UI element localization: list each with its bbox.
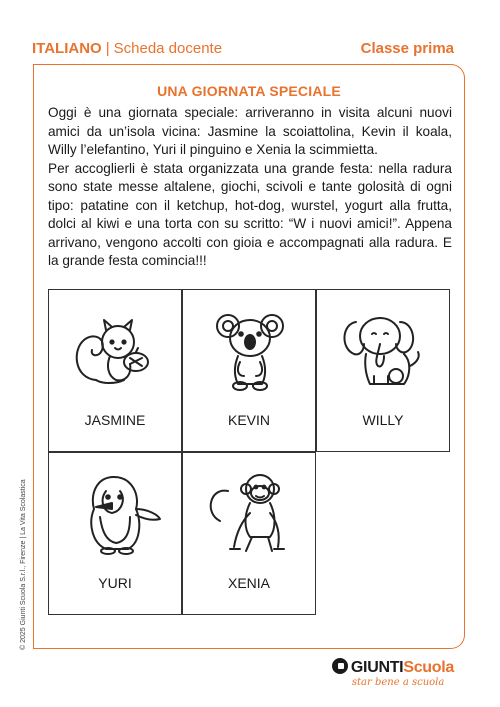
animal-name: KEVIN: [227, 412, 270, 428]
animal-card-xenia: [182, 452, 316, 615]
page-header: [32, 40, 454, 60]
animal-card-jasmine: [48, 289, 182, 452]
grade-label: Classe prima: [360, 40, 454, 57]
story-paragraph-2: Per accoglierli è stata organizzata una grande festa: nella radura sono state messe altalene, giochi, scivoli e tante golosità di ogni tipo: patatine con il ketchup, hot-dog, wurstel, yogurt alla frutta, dolci al kiwi e una torta con su scritto: “W i nuovi amici!”. Appena arrivano, vengono accolti con gioia e accompagnati alla radura. E la grande festa comincia!!!: [48, 160, 452, 268]
animal-name: XENIA: [227, 575, 270, 591]
animal-name: WILLY: [362, 412, 404, 428]
giunti-logo-icon: [332, 658, 348, 674]
story-paragraph-1: Oggi è una giornata speciale: arriveranno in visita alcuni nuovi amici da un’isola vicina: Jasmine la scoiattolina, Kevin il koala, Willy l’elefantino, Yuri il pinguino e Xenia la scimmietta.: [48, 105, 452, 157]
story-title: UNA GIORNATA SPECIALE: [157, 83, 341, 99]
animal-name: YURI: [98, 575, 132, 591]
koala-icon: [200, 300, 300, 400]
copyright-note: © 2025 Giunti Scuola S.r.l., Firenze | La Vita Scolastica: [20, 479, 27, 650]
penguin-icon: [66, 463, 166, 563]
logo-tagline: star bene a scuola: [351, 677, 445, 688]
animal-name: JASMINE: [84, 412, 146, 428]
animal-card-kevin: [182, 289, 316, 452]
monkey-icon: [200, 463, 300, 563]
subject-label: ITALIANO | Scheda docente: [32, 40, 223, 57]
squirrel-icon: [66, 300, 166, 400]
animal-card-willy: [316, 289, 450, 452]
elephant-icon: [334, 300, 434, 400]
publisher-logo: GIUNTIScuola star bene a scuola: [332, 658, 454, 688]
story-text: [48, 104, 452, 271]
animal-card-yuri: [48, 452, 182, 615]
content-frame-left-edge: [33, 64, 34, 649]
